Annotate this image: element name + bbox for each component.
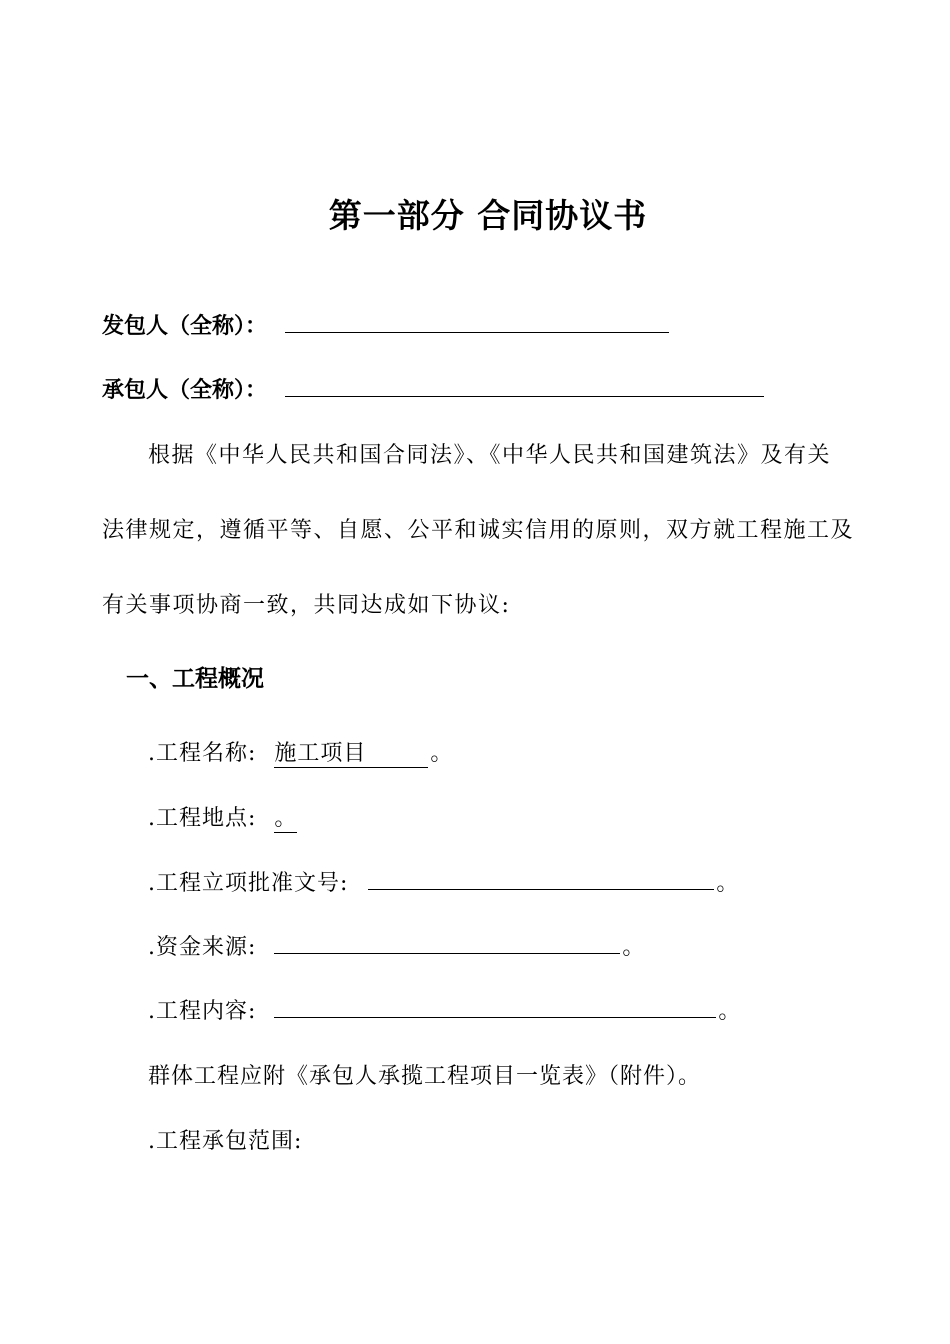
intro-line-1: 根据《中华人民共和国合同法》、《中华人民共和国建筑法》及有关 <box>148 443 832 468</box>
contractor-line <box>102 374 764 406</box>
project-name-value: 施工项目 <box>274 741 367 766</box>
fund-source-suffix: 。 <box>622 935 646 960</box>
employer-line <box>102 310 669 342</box>
intro-line-3: 有关事项协商一致，共同达成如下协议: <box>102 593 511 618</box>
project-content-field[interactable] <box>274 995 716 1018</box>
contractor-name-field[interactable] <box>285 374 764 397</box>
contractor-label: 承包人（全称）： <box>102 378 268 403</box>
approval-number-suffix: 。 <box>716 871 740 896</box>
project-content-label: .工程内容: <box>148 999 257 1024</box>
project-name-field[interactable] <box>274 736 428 768</box>
employer-name-field[interactable] <box>285 310 669 333</box>
approval-number-row <box>148 866 739 897</box>
project-location-row <box>148 801 297 833</box>
approval-number-label: .工程立项批准文号: <box>148 871 349 896</box>
project-location-field[interactable] <box>274 801 297 833</box>
section-heading-project-overview: 一、工程概况 <box>126 666 264 692</box>
project-location-value: 。 <box>274 806 298 831</box>
project-location-label: .工程地点: <box>148 806 257 831</box>
fund-source-label: .资金来源: <box>148 935 257 960</box>
project-scope-row <box>148 1124 302 1155</box>
project-content-suffix: 。 <box>718 999 742 1024</box>
project-name-label: .工程名称: <box>148 741 257 766</box>
intro-line-2: 法律规定，遵循平等、自愿、公平和诚实信用的原则，双方就工程施工及 <box>102 518 855 543</box>
project-scope-label: .工程承包范围: <box>148 1129 303 1154</box>
employer-label: 发包人（全称）： <box>102 314 268 339</box>
document-title: 第一部分 合同协议书 <box>328 196 648 235</box>
project-name-row <box>148 736 453 768</box>
fund-source-field[interactable] <box>274 931 620 954</box>
project-name-suffix: 。 <box>430 741 454 766</box>
fund-source-row <box>148 930 645 961</box>
project-content-row <box>148 994 741 1025</box>
approval-number-field[interactable] <box>368 867 714 890</box>
group-project-note: 群体工程应附《承包人承揽工程项目一览表》（附件）。 <box>148 1064 702 1089</box>
